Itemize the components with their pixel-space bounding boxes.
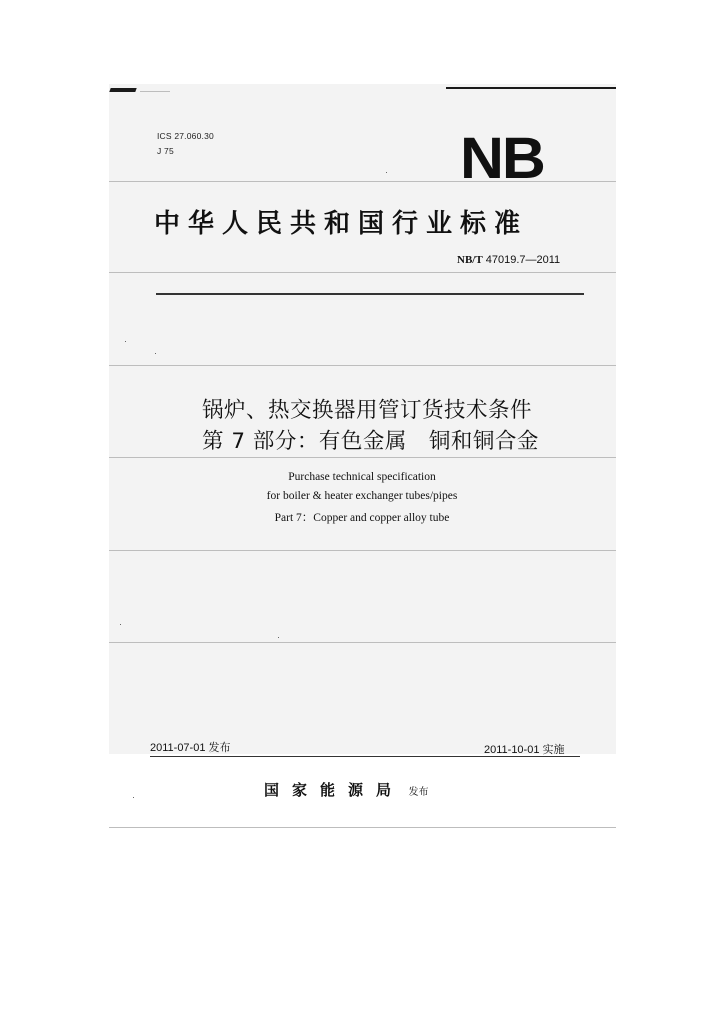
header-rule: [109, 181, 616, 182]
title-separator: [156, 293, 584, 295]
standard-title: 中华人民共和国行业标准: [154, 209, 529, 239]
publisher-name: 国家能源局: [264, 781, 405, 799]
section-rule-3: [109, 550, 616, 551]
scan-speck: [133, 797, 134, 798]
scan-mark-top-left: [109, 88, 136, 92]
scan-speck: [386, 172, 387, 173]
bottom-rule: [109, 827, 616, 828]
title-cn-line1: 锅炉、热交换器用管订货技术条件: [202, 398, 533, 423]
title-cn-line2: 第 7 部分：有色金属 铜和铜合金: [202, 429, 539, 454]
section-rule-2: [109, 457, 616, 458]
scan-speck: [278, 637, 279, 638]
scan-speck: [120, 624, 121, 625]
top-rule: [140, 91, 170, 92]
nb-logo: NB: [460, 126, 544, 191]
publisher-suffix: 发布: [408, 787, 429, 798]
title-en-line3: Part 7：Copper and copper alloy tube: [274, 512, 450, 524]
scan-mark-top-right: [446, 87, 616, 89]
standard-number-value: 47019.7—2011: [485, 254, 561, 266]
scan-speck: [155, 353, 156, 354]
number-rule: [109, 272, 616, 273]
section-rule-4: [109, 642, 616, 643]
issue-date: 2011-07-01 发布: [150, 742, 231, 754]
ics-code: ICS 27.060.30: [157, 131, 214, 141]
scan-speck: [125, 341, 126, 342]
publisher: [264, 779, 428, 800]
standard-number: [457, 254, 560, 266]
standard-number-prefix: NB/T: [457, 254, 483, 266]
section-rule-1: [109, 365, 616, 366]
implement-date: 2011-10-01 实施: [484, 744, 565, 756]
title-en-line1: Purchase technical specification: [288, 471, 436, 483]
title-en-line2: for boiler & heater exchanger tubes/pipes: [266, 490, 458, 502]
ccs-code: J 75: [157, 146, 174, 156]
dates-rule: [150, 756, 580, 757]
